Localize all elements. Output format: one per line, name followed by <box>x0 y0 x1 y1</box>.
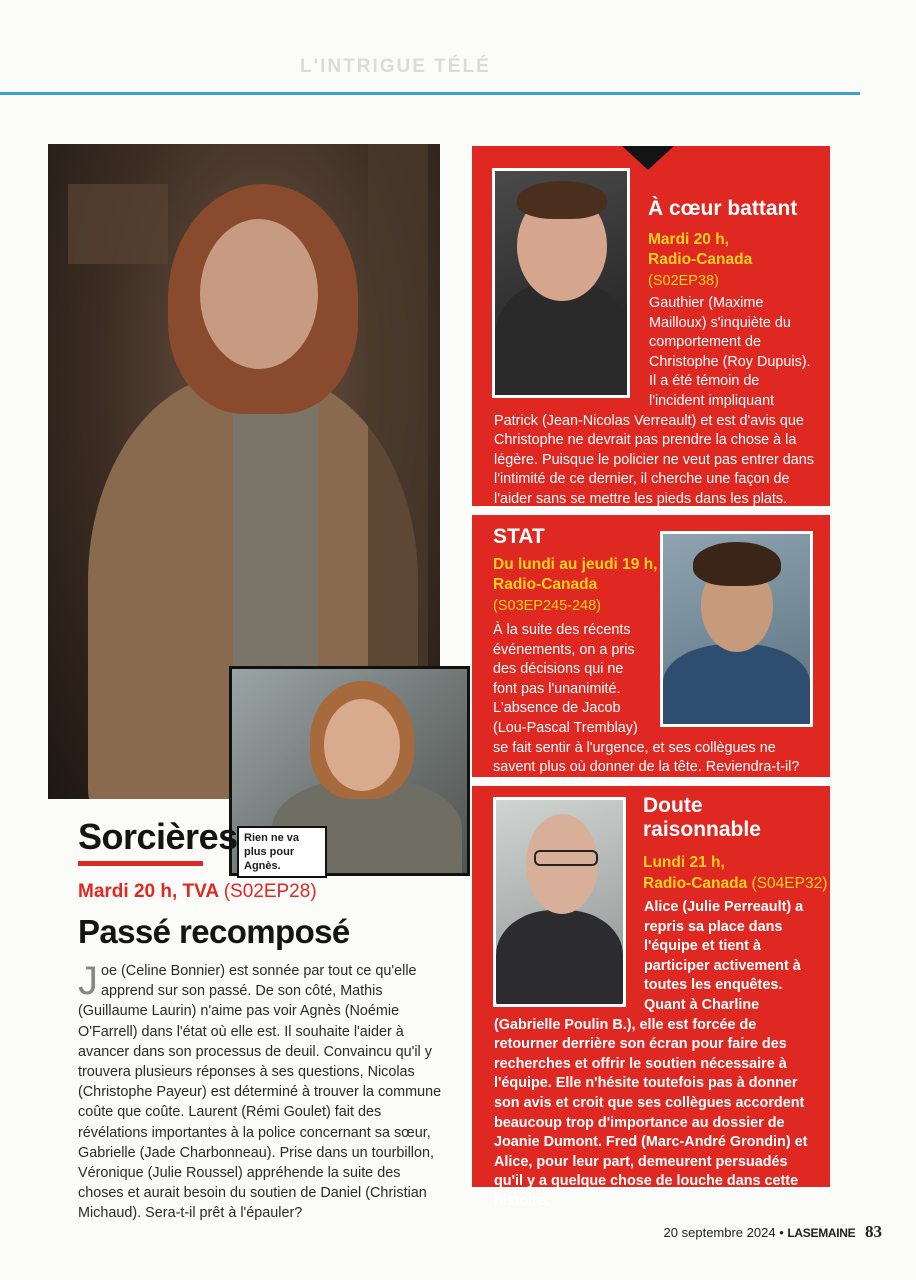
box-time: Lundi 21 h, <box>643 854 725 871</box>
photo-figure-glasses <box>534 850 598 866</box>
photo-caption: Rien ne va plus pour Agnès. <box>237 826 327 878</box>
photo-figure-hair <box>693 542 781 586</box>
show-title: Sorcières <box>78 816 238 857</box>
box-text <box>493 621 811 778</box>
box-episode: (S04EP32) <box>751 875 828 892</box>
box-text <box>494 294 814 510</box>
photo-figure-face <box>200 219 318 369</box>
article-headline: Passé recomposé <box>78 913 350 950</box>
box-title: Doute raisonnable <box>643 794 761 841</box>
photo-shelf <box>68 184 168 264</box>
box-text-content: Gauthier (Maxime Mailloux) s'inquiète du comportement de Christophe (Roy Dupuis). Il a été témoin de l'incident impliquant Patrick (Jean-Nicolas Verreault) et est d'avis que Christophe ne devrait pas prendre la chose à la légère. Puisque le policier ne veut pas entrer dans l'intimité de ce dernier, il cherche une façon de l'aider sans se mettre les pieds dans les plats. <box>494 295 814 507</box>
page-footer <box>664 1222 882 1242</box>
photo-figure-hair <box>517 181 607 219</box>
article-body <box>78 961 444 1224</box>
broadcast-info <box>78 881 317 903</box>
box-network-line <box>643 874 827 894</box>
text-wrap-spacer <box>494 898 644 1010</box>
box-title: À cœur battant <box>648 197 798 220</box>
footer-separator: • <box>779 1225 784 1240</box>
box-title: STAT <box>493 525 545 548</box>
box-network: Radio-Canada <box>493 576 598 593</box>
box-network: Radio-Canada <box>643 875 748 892</box>
show-box-a-coeur-battant <box>472 146 830 506</box>
box-notch <box>622 146 674 170</box>
text-wrap-spacer <box>641 621 811 733</box>
section-header-ghost: L'INTRIGUE TÉLÉ <box>300 56 491 77</box>
box-network: Radio-Canada <box>648 251 753 268</box>
title-underline <box>78 861 203 866</box>
episode-code: (S02EP28) <box>223 881 317 902</box>
article-body-text: oe (Celine Bonnier) est sonnée par tout ce qu'elle apprend sur son passé. De son côté, Mathis (Guillaume Laurin) n'aime pas voir Agnès (Noémie O'Farrell) dans l'état où elle est. Il souhaite l'aider à avancer dans son processus de deuil. Convaincu qu'il y trouvera plusieurs réponses à ses questions, Nicolas (Christophe Payeur) est déterminé à trouver la commune coûte que coûte. Laurent (Rémi Goulet) fait des révélations importantes à la police concernant sa sœur, Gabrielle (Jade Charbonneau). Prise dans un tourbillon, Véronique (Julie Roussel) appréhende la suite des choses et aurait besoin du soutien de Daniel (Christian Michaud). Sera-t-il prêt à l'épauler? <box>78 963 442 1222</box>
box-text <box>494 898 814 1212</box>
inset-figure-face <box>324 699 400 791</box>
brand-semaine: SEMAINE <box>802 1226 856 1240</box>
header-rule <box>0 92 860 95</box>
show-box-stat <box>472 515 830 777</box>
brand-la: LA <box>787 1226 803 1240</box>
box-time: Du lundi au jeudi 19 h, <box>493 556 658 573</box>
box-text-content: Alice (Julie Perreault) a repris sa place dans l'équipe et tient à participer activement à toutes les enquêtes. Quant à Charline (Gabrielle Poulin B.), elle est forcée de retourner derrière son écran pour faire des recherches et offrir le soutien nécessaire à l'équipe. Elle n'hésite toutefois pas à donner son avis et croit que ses collègues accordent beaucoup trop d'importance au dossier de Joanie Dumont. Fred (Marc-André Grondin) et Alice, pour leur part, demeurent persuadés qu'il y a quelque chose de louche dans cette histoire. <box>494 899 808 1209</box>
box-episode: (S02EP38) <box>648 273 719 289</box>
magazine-brand <box>787 1226 855 1240</box>
dropcap: J <box>78 959 98 1003</box>
issue-date: 20 septembre 2024 <box>663 1225 776 1240</box>
broadcast-time: Mardi 20 h, TVA <box>78 881 219 902</box>
photo-figure-shirt <box>233 394 318 694</box>
page-number: 83 <box>865 1222 882 1241</box>
box-episode: (S03EP245-248) <box>493 598 602 614</box>
box-time: Mardi 20 h, <box>648 231 729 248</box>
text-wrap-spacer <box>494 294 649 399</box>
box-text-content: À la suite des récents événements, on a pris des décisions qui ne font pas l'unanimité. L'absence de Jacob (Lou-Pascal Tremblay) se fait sentir à l'urgence, et ses collègues ne savent plus où donner de la tête. Reviendra-t-il? <box>493 622 800 776</box>
show-box-doute-raisonnable <box>472 786 830 1209</box>
